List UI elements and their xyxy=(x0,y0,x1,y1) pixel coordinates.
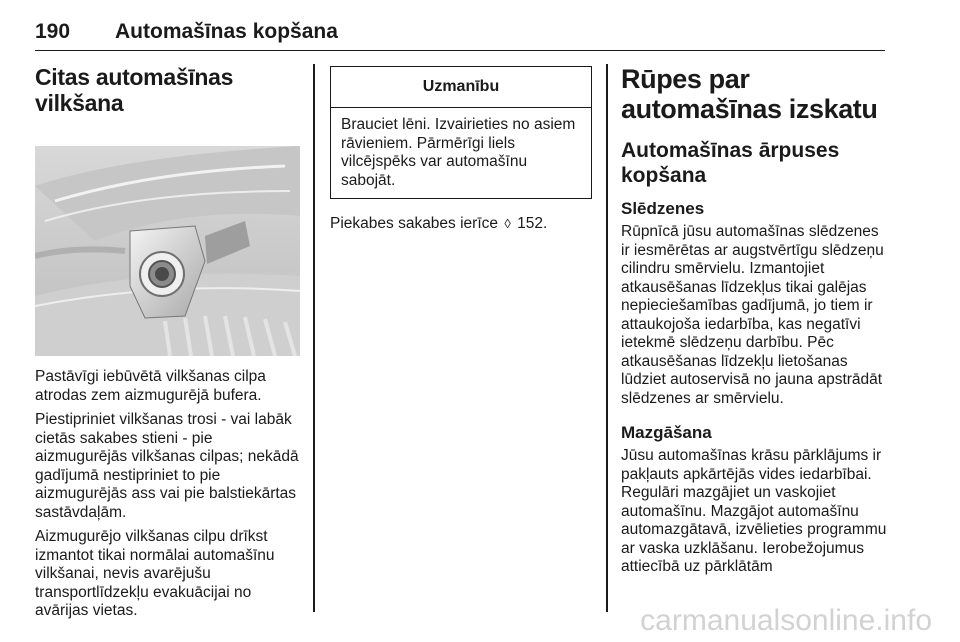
column-towing xyxy=(35,64,300,627)
section-title-washing: Mazgāšana xyxy=(621,423,712,442)
chapter-heading: Rūpes par automašīnas izskatu xyxy=(621,64,878,124)
caution-box xyxy=(330,66,592,199)
column-caution xyxy=(330,64,592,240)
caution-text: Brauciet lēni. Izvairieties no asiem rāvieniem. Pārmērīgi liels vilcējspēks var automašīnu sabojāt. xyxy=(341,116,576,189)
caution-title: Uzmanību xyxy=(331,67,591,108)
paragraph: Piestipriniet vilkšanas trosi - vai labāk cietās sakabes stieni - pie aizmugurējās vilkšanas cilpas; nekādā gadījumā nestipriniet to pie aizmugurējās ass vai pie balstiekārtas sastāvdaļām. xyxy=(35,411,299,521)
column-care xyxy=(621,64,891,583)
section-heading-towing: Citas automašīnas vilkšana xyxy=(35,64,234,116)
towing-eye-illustration xyxy=(35,146,300,356)
page-header xyxy=(35,14,885,51)
watermark: carmanualsonline.info xyxy=(640,604,932,637)
paragraph: Aizmugurējo vilkšanas cilpu drīkst izmantot tikai normālai automašīnu vilkšanai, nevis avarējušu transportlīdzekļu evakuācijai no avārijas vietas. xyxy=(35,528,275,619)
subheading: Automašīnas ārpuses kopšana xyxy=(621,139,840,187)
page-reference-icon: ◊ xyxy=(504,216,511,231)
paragraph: Rūpnīcā jūsu automašīnas slēdzenes ir iesmērētas ar augstvērtīgu slēdzeņu cilindru smērvielu. Izmantojiet atkausēšanas līdzekļus tikai galējas nepieciešamības gadījumā, jo tiem ir attaukojoša iedarbība, kas negatīvi ietekmē slēdzeņu darbību. Pēc atkausēšanas līdzekļu lietošanas lūdziet autoservisā no jauna apstrādāt slēdzenes ar smērvielu. xyxy=(621,223,884,407)
column-divider xyxy=(313,64,315,612)
section-title-locks: Slēdzenes xyxy=(621,199,705,218)
chapter-title: Automašīnas kopšana xyxy=(115,20,338,43)
column-divider xyxy=(606,64,608,612)
paragraph: Pastāvīgi iebūvētā vilkšanas cilpa atrodas zem aizmugurējā bufera. xyxy=(35,368,266,404)
page-number: 190 xyxy=(35,20,71,43)
reference-page[interactable]: 152. xyxy=(517,215,548,232)
reference-text: Piekabes sakabes ierīce xyxy=(330,215,499,232)
cross-reference xyxy=(330,215,592,234)
paragraph: Jūsu automašīnas krāsu pārklājums ir pakļauts apkārtējās vides iedarbībai. Regulāri mazgājiet un vaskojiet automašīnu. Mazgājot automašīnu automazgātavā, izvēlieties programmu ar vaska uzklāšanu. Ierobežojumus attiecībā uz pārklātām xyxy=(621,447,887,575)
